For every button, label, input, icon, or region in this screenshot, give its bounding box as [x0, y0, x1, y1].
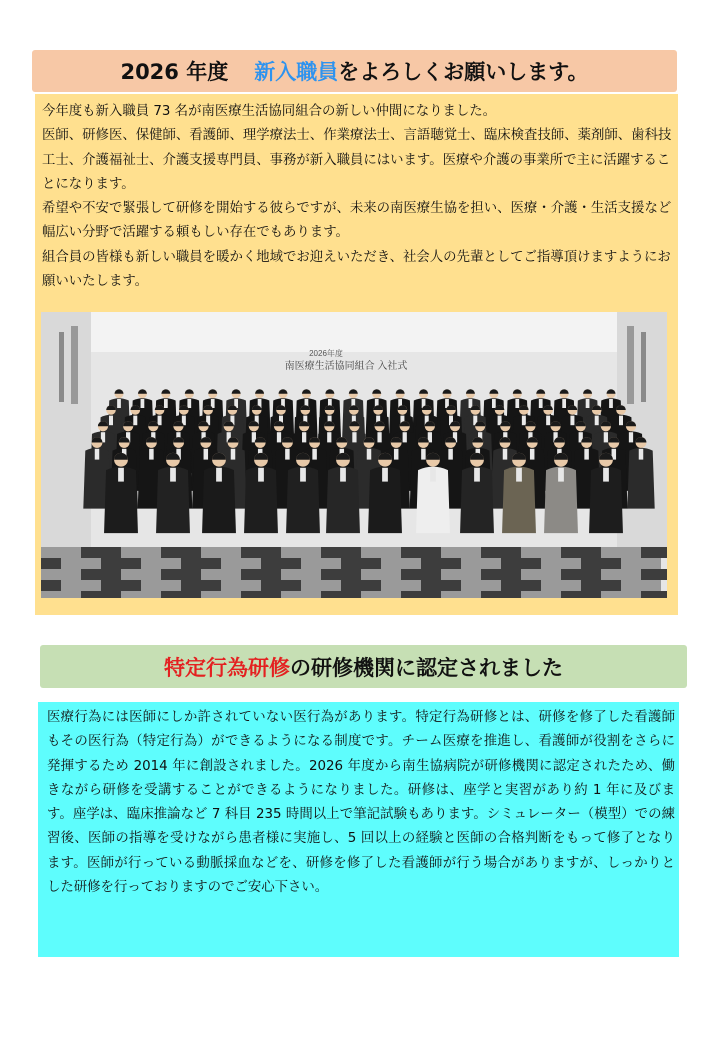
section1-title-highlight: 新入職員	[254, 60, 339, 84]
photo-banner-line2: 南医療生活協同組合 入社式	[284, 361, 408, 372]
section2-paragraph: 医療行為には医師にしか許されていない医行為があります。特定行為研修とは、研修を修了した看護師もその医行為（特定行為）ができるようになる制度です。チーム医療を推進し、看護師が役割をさらに発揮するため 2014 年に創設されました。2026 年度から南生協病院が研修機関に認定されたため、働きながら研修を受講することができるようになりました。研修は、座学と実習があり約 1 年に及びます。座学は、臨床推論など 7 科目 235 時間以上で筆記試験もあります。シミュレーター（模型）での練習後、医師の指導を受けながら患者様に実施し、5 回以上の経験と医師の合格判断をもって修了となります。医師が行っている動脈採血などを、研修を修了した看護師が行う場合がありますが、しっかりとした研修を行っておりますのでご安心下さい。	[47, 710, 675, 896]
section1-paragraph: 希望や不安で緊張して研修を開始する彼らですが、未来の南医療生協を担い、医療・介護・生活支援など幅広い分野で活躍する頼もしい存在でもあります。	[42, 201, 672, 241]
crowd-figures	[83, 389, 654, 533]
section1-paragraph: 組合員の皆様も新しい職員を暖かく地域でお迎えいただき、社会人の先輩としてご指導頂けますようにお願いいたします。	[42, 249, 671, 290]
section1-title-prefix: 2026 年度	[120, 60, 229, 84]
section2-title-highlight: 特定行為研修	[164, 655, 290, 680]
section2-title-suffix: の研修機関に認定されました	[290, 655, 563, 680]
section2-title-banner	[40, 645, 687, 688]
section1-paragraph: 医師、研修医、保健師、看護師、理学療法士、作業療法士、言語聴覚士、臨床検査技師、薬剤師、歯科技工士、介護福祉士、介護支援専門員、事務が新入職員にはいます。医療や介護の事業所で主に活躍することになります。	[42, 128, 672, 192]
section2-panel	[38, 702, 679, 957]
section1-body	[42, 100, 674, 294]
section1-title-suffix: をよろしくお願いします。	[338, 60, 589, 84]
group-photo	[41, 312, 667, 598]
section1-title-banner	[32, 50, 677, 92]
section2-body	[47, 706, 675, 900]
group-photo-image	[41, 312, 667, 598]
section1-panel	[35, 94, 678, 615]
photo-banner-line1: 2026年度	[309, 349, 343, 358]
checkered-floor	[41, 547, 667, 598]
section1-paragraph: 今年度も新入職員 73 名が南医療生活協同組合の新しい仲間になりました。	[42, 104, 497, 119]
